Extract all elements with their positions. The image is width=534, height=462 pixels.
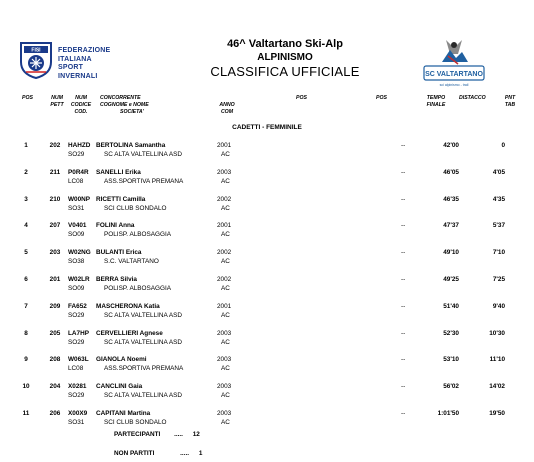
row-club: SC ALTA VALTELLINA ASD [104, 151, 183, 158]
summary-participants [114, 431, 200, 438]
row-bib: 203 [49, 249, 61, 257]
row-position: 5 [24, 249, 28, 257]
row-gap: 19'50 [489, 410, 505, 417]
row-time: 1:01'50 [437, 410, 459, 417]
row-athlete-code: W00NP [68, 195, 91, 203]
row-com: AC [221, 285, 230, 292]
row-club: SC ALTA VALTELLINA ASD [104, 311, 183, 319]
row-bib: 209 [49, 302, 61, 310]
row-bib: 205 [49, 329, 61, 337]
event-title: 46^ Valtartano Ski-Alp [227, 38, 343, 50]
club-logo-text: SC VALTARTANO [425, 71, 483, 78]
col-pos-3: POS [376, 95, 387, 101]
row-bib: 202 [49, 142, 61, 149]
row-club-code: SO09 [68, 231, 85, 239]
row-club-code: SO29 [68, 392, 85, 400]
row-year: 2003 [217, 168, 232, 176]
fisi-logo-text: FISI [31, 47, 41, 54]
row-club: SC ALTA VALTELLINA ASD [104, 338, 183, 346]
row-dash: -- [401, 383, 406, 391]
row-athlete-name: FOLINI Anna [96, 222, 135, 230]
row-club-code: SO29 [68, 311, 85, 319]
row-time: 42'00 [443, 142, 459, 149]
row-year: 2003 [217, 356, 232, 364]
col-time [420, 95, 452, 109]
row-time: 53'10 [443, 356, 459, 364]
row-time: 46'05 [443, 168, 459, 176]
row-bib: 211 [49, 168, 61, 176]
col-year [214, 102, 240, 116]
summary-label: PARTECIPANTI [114, 431, 161, 438]
row-com: AC [221, 204, 230, 212]
col-time-line: TEMPO [426, 95, 446, 101]
row-club-code: SO31 [68, 419, 85, 426]
row-time: 47'37 [443, 222, 459, 230]
row-com: AC [221, 258, 230, 266]
row-athlete-name: CANCLINI Gaia [96, 383, 143, 391]
col-code-line: NUM [75, 95, 87, 101]
row-dash: -- [401, 329, 406, 337]
row-dash: -- [401, 222, 406, 230]
row-year: 2003 [217, 410, 232, 417]
row-gap: 7'25 [492, 276, 505, 283]
row-time: 49'10 [443, 249, 459, 257]
row-gap: 9'40 [492, 302, 505, 310]
col-bib-line: NUM [51, 95, 63, 101]
col-year-line: ANNO [219, 102, 235, 108]
row-club-code: SO29 [68, 338, 85, 346]
col-competitor-line: SOCIETA' [120, 109, 144, 115]
row-dash: -- [401, 302, 406, 310]
row-athlete-code: W02LR [68, 276, 90, 283]
row-dash: -- [401, 195, 406, 203]
row-athlete-name: GIANOLA Noemi [96, 356, 147, 364]
row-club: SCI CLUB SONDALO [104, 204, 167, 212]
row-athlete-name: MASCHERONA Katia [96, 302, 160, 310]
row-com: AC [221, 311, 230, 319]
row-bib: 210 [49, 195, 61, 203]
col-time-line: FINALE [426, 102, 446, 108]
summary-value: 12 [192, 431, 200, 438]
row-club-code: LC08 [68, 177, 84, 185]
row-gap: 11'10 [489, 356, 505, 364]
fisi-logo [18, 40, 54, 80]
row-athlete-code: P0R4R [68, 168, 89, 176]
summary-dots: ..... [180, 450, 190, 457]
row-gap: 4'05 [492, 168, 505, 176]
col-gap: DISTACCO [459, 95, 486, 101]
row-club: POLISP. ALBOSAGGIA [104, 285, 172, 292]
row-athlete-code: X0281 [68, 383, 87, 391]
row-club-code: LC08 [68, 365, 84, 373]
row-gap: 5'37 [492, 222, 505, 230]
row-gap: 10'30 [489, 329, 505, 337]
col-competitor-line: CONCORRENTE [100, 95, 141, 101]
row-dash: -- [401, 249, 406, 257]
row-com: AC [221, 151, 230, 158]
row-year: 2002 [217, 195, 232, 203]
row-position: 9 [24, 356, 28, 364]
row-bib: 201 [49, 276, 61, 283]
row-dash: -- [401, 356, 406, 364]
row-club: SCI CLUB SONDALO [104, 419, 167, 426]
row-year: 2002 [217, 249, 232, 257]
row-time: 56'02 [443, 383, 459, 391]
row-position: 7 [24, 302, 28, 310]
row-time: 49'25 [443, 276, 459, 283]
row-year: 2001 [217, 302, 232, 310]
row-time: 52'30 [443, 329, 459, 337]
row-athlete-name: BULANTI Erica [96, 249, 142, 257]
row-club-code: SO09 [68, 285, 85, 292]
row-athlete-name: RICETTI Camilla [96, 195, 146, 203]
row-gap: 14'02 [489, 383, 505, 391]
row-club: ASS.SPORTIVA PREMANA [104, 365, 184, 373]
row-dash: -- [401, 168, 406, 176]
row-com: AC [221, 392, 230, 400]
row-athlete-code: LA7HP [68, 329, 89, 337]
row-athlete-name: CAPITANI Martina [96, 410, 151, 417]
col-points-line: PNT [504, 95, 516, 101]
summary-not-started [114, 450, 202, 457]
row-club-code: SO31 [68, 204, 85, 212]
row-club: S.C. VALTARTANO [104, 258, 159, 266]
summary-label: NON PARTITI [114, 450, 155, 457]
col-pos: POS [22, 95, 33, 101]
row-position: 6 [24, 276, 28, 283]
row-athlete-name: CERVELLIERI Agnese [96, 329, 163, 337]
row-position: 8 [24, 329, 28, 337]
federation-line: SPORT [58, 64, 84, 71]
row-club: SC ALTA VALTELLINA ASD [104, 392, 183, 400]
col-competitor-line: COGNOME e NOME [100, 102, 149, 108]
federation-line: ITALIANA [58, 55, 92, 63]
row-club: POLISP. ALBOSAGGIA [104, 231, 172, 239]
row-time: 46'35 [443, 195, 459, 203]
row-bib: 207 [49, 222, 61, 230]
row-bib: 206 [49, 410, 61, 417]
row-dash: -- [401, 410, 406, 417]
row-gap: 4'35 [492, 195, 505, 203]
row-year: 2002 [217, 276, 232, 283]
row-com: AC [221, 365, 230, 373]
row-dash: -- [401, 142, 406, 149]
row-year: 2001 [217, 222, 232, 230]
row-com: AC [221, 177, 230, 185]
row-position: 4 [24, 222, 28, 230]
row-position: 3 [24, 195, 28, 203]
club-logo [418, 36, 490, 88]
col-points-line: TAB [504, 102, 516, 108]
row-position: 1 [24, 142, 28, 149]
federation-line: FEDERAZIONE [58, 47, 111, 54]
federation-line: INVERNALI [58, 72, 98, 80]
row-year: 2001 [217, 142, 232, 149]
row-time: 51'40 [443, 302, 459, 310]
row-bib: 204 [49, 383, 61, 391]
col-code-line: CODICE [70, 102, 92, 108]
row-athlete-code: W02NG [68, 249, 91, 257]
row-athlete-code: W063L [68, 356, 89, 364]
col-code-line: COD. [74, 109, 88, 115]
col-competitor [100, 95, 149, 116]
row-club-code: SO29 [68, 151, 85, 158]
row-position: 11 [22, 410, 30, 417]
row-gap: 7'10 [492, 249, 505, 257]
row-dash: -- [401, 276, 406, 283]
club-logo-subtext: sci alpinismo - trail [439, 83, 469, 87]
row-com: AC [221, 419, 230, 426]
row-athlete-code: V0401 [68, 222, 87, 230]
summary-value: 1 [198, 450, 203, 457]
col-bib-line: PETT [50, 102, 64, 108]
row-athlete-name: BERRA Silvia [96, 276, 137, 283]
col-year-line: COM [220, 109, 234, 115]
row-com: AC [221, 338, 230, 346]
event-subtitle: ALPINISMO [257, 52, 313, 63]
col-points [500, 95, 520, 109]
row-year: 2003 [217, 383, 232, 391]
row-athlete-name: SANELLI Erika [96, 168, 141, 176]
summary-dots: ..... [174, 431, 183, 438]
classification-title: CLASSIFICA UFFICIALE [210, 64, 360, 79]
row-athlete-code: HAHZD [68, 142, 91, 149]
row-year: 2003 [217, 329, 232, 337]
row-position: 10 [22, 383, 30, 391]
row-position: 2 [24, 168, 28, 176]
row-bib: 208 [49, 356, 61, 364]
row-athlete-name: BERTOLINA Samantha [96, 142, 166, 149]
row-club-code: SO38 [68, 258, 85, 266]
row-athlete-code: X00X9 [68, 410, 88, 417]
row-gap: 0 [501, 142, 505, 149]
col-code [66, 95, 96, 116]
col-pos-2: POS [296, 95, 307, 101]
row-club: ASS.SPORTIVA PREMANA [104, 177, 184, 185]
category-label: CADETTI - FEMMINILE [232, 124, 302, 131]
row-athlete-code: FA652 [68, 302, 87, 310]
federation-name [58, 47, 110, 81]
row-com: AC [221, 231, 230, 239]
